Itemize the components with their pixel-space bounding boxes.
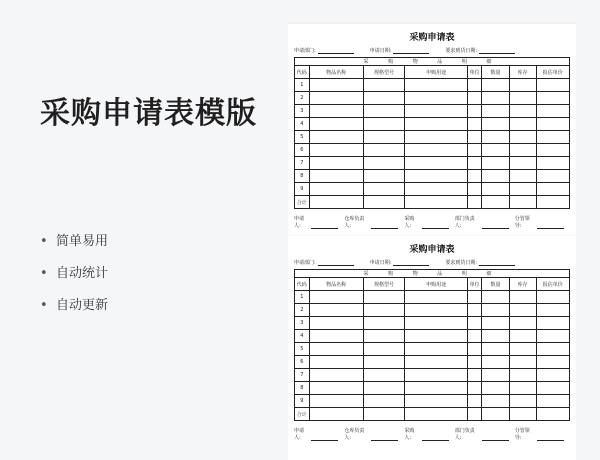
- meta-label: 要求到货日期:: [445, 48, 478, 54]
- table-cell[interactable]: [509, 170, 536, 183]
- table-cell[interactable]: [509, 369, 536, 382]
- signoff-blank-line: [371, 436, 398, 441]
- section-band: 采 购 物 品 明 细: [295, 58, 570, 66]
- table-header-row: [295, 66, 570, 79]
- table-cell[interactable]: [363, 105, 405, 118]
- table-row: [295, 408, 570, 421]
- table-row: [295, 170, 570, 183]
- table-cell[interactable]: [405, 79, 468, 92]
- table-cell[interactable]: [405, 343, 468, 356]
- table-cell[interactable]: [363, 170, 405, 183]
- meta-label: 申请日期:: [369, 260, 392, 266]
- signoff-blank-line: [422, 436, 449, 441]
- column-header: 规格型号: [363, 66, 405, 79]
- table-cell[interactable]: [467, 343, 482, 356]
- table-cell[interactable]: [536, 395, 569, 408]
- table-cell[interactable]: [309, 105, 363, 118]
- table-row: [295, 343, 570, 356]
- column-header: 数量: [482, 278, 509, 291]
- table-cell[interactable]: [536, 330, 569, 343]
- table-cell[interactable]: [482, 183, 509, 196]
- table-row: [295, 79, 570, 92]
- table-cell[interactable]: [467, 395, 482, 408]
- signoff-row: [288, 209, 576, 229]
- table-cell[interactable]: [482, 196, 509, 209]
- table-cell[interactable]: [363, 304, 405, 317]
- table-cell[interactable]: [363, 92, 405, 105]
- table-cell[interactable]: [363, 79, 405, 92]
- row-code: 3: [295, 317, 310, 330]
- signoff-blank-line: [311, 224, 338, 229]
- table-cell[interactable]: [509, 408, 536, 421]
- meta-blank-line: [393, 261, 429, 266]
- signoff-field: [515, 427, 564, 441]
- table-cell[interactable]: [467, 183, 482, 196]
- items-table: [294, 269, 570, 421]
- table-cell[interactable]: [482, 343, 509, 356]
- table-cell[interactable]: [405, 382, 468, 395]
- signoff-field: [294, 427, 338, 441]
- column-header: 物品名称: [309, 66, 363, 79]
- meta-field: [294, 47, 354, 54]
- row-code: 9: [295, 183, 310, 196]
- form-sheet-1: [288, 24, 576, 240]
- form-meta-row: [288, 44, 576, 54]
- meta-blank-line: [318, 261, 354, 266]
- meta-label: 申请部门:: [294, 48, 316, 54]
- meta-blank-line: [318, 49, 354, 54]
- form-sheet-2: [288, 236, 576, 460]
- form-title: 采购申请表: [409, 33, 455, 43]
- signoff-field: [515, 215, 564, 229]
- signoff-field: [455, 215, 509, 229]
- table-cell[interactable]: [363, 382, 405, 395]
- table-cell[interactable]: [482, 382, 509, 395]
- table-cell[interactable]: [405, 105, 468, 118]
- feature-item: [40, 296, 108, 328]
- signoff-field: [294, 215, 338, 229]
- row-code: 合计: [295, 196, 310, 209]
- column-header: 库存: [509, 66, 536, 79]
- table-cell[interactable]: [536, 144, 569, 157]
- table-cell[interactable]: [467, 92, 482, 105]
- table-cell[interactable]: [536, 157, 569, 170]
- table-row: [295, 317, 570, 330]
- table-row: [295, 395, 570, 408]
- table-cell[interactable]: [309, 395, 363, 408]
- table-cell[interactable]: [509, 330, 536, 343]
- table-cell[interactable]: [405, 131, 468, 144]
- table-row: [295, 291, 570, 304]
- bullet-icon: •: [40, 234, 48, 249]
- signoff-field: [455, 427, 509, 441]
- table-row: [295, 356, 570, 369]
- table-cell[interactable]: [309, 131, 363, 144]
- row-code: 合计: [295, 408, 310, 421]
- table-cell[interactable]: [467, 157, 482, 170]
- feature-label: 简单易用: [56, 234, 109, 249]
- table-row: [295, 92, 570, 105]
- items-table: [294, 57, 570, 209]
- table-cell[interactable]: [405, 330, 468, 343]
- signoff-label: 仓库负责人:: [344, 216, 365, 229]
- table-cell[interactable]: [467, 304, 482, 317]
- column-header: 规格型号: [363, 278, 405, 291]
- table-cell[interactable]: [363, 131, 405, 144]
- table-cell[interactable]: [509, 79, 536, 92]
- signoff-field: [344, 215, 398, 229]
- signoff-blank-line: [482, 224, 509, 229]
- table-cell[interactable]: [405, 369, 468, 382]
- table-cell[interactable]: [405, 395, 468, 408]
- table-cell[interactable]: [536, 382, 569, 395]
- table-cell[interactable]: [536, 118, 569, 131]
- meta-blank-line: [393, 49, 429, 54]
- table-cell[interactable]: [467, 79, 482, 92]
- signoff-blank-line: [537, 436, 564, 441]
- meta-blank-line: [479, 49, 515, 54]
- table-cell[interactable]: [536, 92, 569, 105]
- table-cell[interactable]: [536, 105, 569, 118]
- column-header: 库存: [509, 278, 536, 291]
- column-header: 数量: [482, 66, 509, 79]
- table-cell[interactable]: [363, 369, 405, 382]
- table-cell[interactable]: [309, 356, 363, 369]
- table-cell[interactable]: [467, 170, 482, 183]
- table-cell[interactable]: [509, 105, 536, 118]
- table-cell[interactable]: [467, 131, 482, 144]
- signoff-label: 部门负责人:: [454, 428, 475, 441]
- table-row: [295, 382, 570, 395]
- signoff-blank-line: [371, 224, 398, 229]
- table-cell[interactable]: [363, 196, 405, 209]
- row-code: 4: [295, 330, 310, 343]
- row-code: 7: [295, 157, 310, 170]
- table-cell[interactable]: [405, 317, 468, 330]
- table-cell[interactable]: [309, 92, 363, 105]
- signoff-label: 申请人:: [294, 216, 305, 229]
- table-cell[interactable]: [509, 144, 536, 157]
- signoff-field: [404, 215, 448, 229]
- hero-title: 采购申请表模版: [40, 96, 257, 131]
- row-code: 5: [295, 131, 310, 144]
- table-cell[interactable]: [405, 92, 468, 105]
- table-cell[interactable]: [536, 304, 569, 317]
- table-cell[interactable]: [309, 144, 363, 157]
- table-cell[interactable]: [467, 317, 482, 330]
- table-cell[interactable]: [363, 157, 405, 170]
- signoff-field: [404, 427, 448, 441]
- table-cell[interactable]: [482, 144, 509, 157]
- meta-field: [370, 47, 430, 54]
- table-cell[interactable]: [482, 170, 509, 183]
- row-code: 7: [295, 369, 310, 382]
- table-cell[interactable]: [467, 196, 482, 209]
- signoff-row: [288, 421, 576, 441]
- table-cell[interactable]: [405, 183, 468, 196]
- table-row: [295, 369, 570, 382]
- column-header: 物品名称: [309, 278, 363, 291]
- table-header-row: [295, 278, 570, 291]
- table-cell[interactable]: [309, 183, 363, 196]
- table-cell[interactable]: [405, 304, 468, 317]
- form-meta-row: [288, 256, 576, 266]
- table-cell[interactable]: [482, 79, 509, 92]
- table-cell[interactable]: [536, 408, 569, 421]
- table-cell[interactable]: [536, 131, 569, 144]
- signoff-blank-line: [482, 436, 509, 441]
- table-cell[interactable]: [482, 92, 509, 105]
- meta-label: 要求到货日期:: [445, 260, 478, 266]
- signoff-label: 申请人:: [294, 428, 305, 441]
- row-code: 6: [295, 356, 310, 369]
- table-cell[interactable]: [536, 79, 569, 92]
- table-cell[interactable]: [405, 291, 468, 304]
- table-cell[interactable]: [509, 317, 536, 330]
- table-row: [295, 196, 570, 209]
- feature-label: 自动统计: [56, 266, 109, 281]
- table-cell[interactable]: [309, 304, 363, 317]
- table-cell[interactable]: [309, 382, 363, 395]
- table-cell[interactable]: [363, 118, 405, 131]
- table-cell[interactable]: [309, 408, 363, 421]
- table-row: [295, 131, 570, 144]
- column-header: 代码: [295, 66, 310, 79]
- column-header: 申购用途: [405, 278, 468, 291]
- row-code: 1: [295, 79, 310, 92]
- table-cell[interactable]: [309, 343, 363, 356]
- table-cell[interactable]: [509, 131, 536, 144]
- table-cell[interactable]: [509, 304, 536, 317]
- table-cell[interactable]: [467, 330, 482, 343]
- table-cell[interactable]: [482, 118, 509, 131]
- document-preview: [288, 0, 576, 460]
- table-cell[interactable]: [363, 291, 405, 304]
- table-cell[interactable]: [482, 291, 509, 304]
- table-cell[interactable]: [509, 356, 536, 369]
- signoff-label: 分管领导:: [514, 428, 530, 441]
- column-header: 报估单价: [536, 66, 569, 79]
- table-cell[interactable]: [309, 118, 363, 131]
- table-cell[interactable]: [405, 170, 468, 183]
- signoff-blank-line: [422, 224, 449, 229]
- table-cell[interactable]: [405, 144, 468, 157]
- row-code: 5: [295, 343, 310, 356]
- table-cell[interactable]: [405, 196, 468, 209]
- table-cell[interactable]: [363, 144, 405, 157]
- table-row: [295, 157, 570, 170]
- meta-field: [445, 259, 515, 266]
- meta-field: [445, 47, 515, 54]
- column-header: 单位: [467, 66, 482, 79]
- table-cell[interactable]: [309, 79, 363, 92]
- row-code: 2: [295, 304, 310, 317]
- table-row: [295, 144, 570, 157]
- table-cell[interactable]: [309, 317, 363, 330]
- row-code: 6: [295, 144, 310, 157]
- table-cell[interactable]: [363, 343, 405, 356]
- table-cell[interactable]: [405, 356, 468, 369]
- table-cell[interactable]: [536, 317, 569, 330]
- table-cell[interactable]: [363, 330, 405, 343]
- signoff-label: 采购人:: [404, 216, 415, 229]
- signoff-blank-line: [311, 436, 338, 441]
- table-cell[interactable]: [467, 356, 482, 369]
- table-cell[interactable]: [482, 317, 509, 330]
- column-header: 报估单价: [536, 278, 569, 291]
- meta-blank-line: [479, 261, 515, 266]
- feature-list: [40, 232, 108, 328]
- table-cell[interactable]: [405, 118, 468, 131]
- row-code: 9: [295, 395, 310, 408]
- row-code: 4: [295, 118, 310, 131]
- table-cell[interactable]: [536, 183, 569, 196]
- table-cell[interactable]: [482, 304, 509, 317]
- signoff-label: 部门负责人:: [454, 216, 475, 229]
- table-cell[interactable]: [509, 157, 536, 170]
- table-cell[interactable]: [363, 356, 405, 369]
- table-cell[interactable]: [509, 382, 536, 395]
- table-cell[interactable]: [467, 369, 482, 382]
- signoff-field: [344, 427, 398, 441]
- table-cell[interactable]: [363, 395, 405, 408]
- table-cell[interactable]: [536, 291, 569, 304]
- table-cell[interactable]: [467, 144, 482, 157]
- table-cell[interactable]: [482, 157, 509, 170]
- column-header: 单位: [467, 278, 482, 291]
- table-cell[interactable]: [536, 170, 569, 183]
- table-cell[interactable]: [509, 183, 536, 196]
- feature-item: [40, 264, 108, 296]
- table-cell[interactable]: [309, 157, 363, 170]
- signoff-label: 分管领导:: [514, 216, 530, 229]
- table-cell[interactable]: [309, 196, 363, 209]
- table-row: [295, 183, 570, 196]
- feature-item: [40, 232, 108, 264]
- table-cell[interactable]: [467, 105, 482, 118]
- meta-field: [370, 259, 430, 266]
- table-cell[interactable]: [363, 408, 405, 421]
- bullet-icon: •: [40, 298, 48, 313]
- row-code: 2: [295, 92, 310, 105]
- table-cell[interactable]: [405, 408, 468, 421]
- table-cell[interactable]: [309, 170, 363, 183]
- bullet-icon: •: [40, 266, 48, 281]
- table-cell[interactable]: [509, 118, 536, 131]
- column-header: 代码: [295, 278, 310, 291]
- table-cell[interactable]: [482, 395, 509, 408]
- table-cell[interactable]: [536, 343, 569, 356]
- meta-field: [294, 259, 354, 266]
- table-cell[interactable]: [482, 369, 509, 382]
- row-code: 8: [295, 382, 310, 395]
- signoff-blank-line: [537, 224, 564, 229]
- table-cell[interactable]: [309, 369, 363, 382]
- row-code: 3: [295, 105, 310, 118]
- table-cell[interactable]: [467, 382, 482, 395]
- table-row: [295, 304, 570, 317]
- signoff-label: 仓库负责人:: [344, 428, 365, 441]
- table-cell[interactable]: [482, 105, 509, 118]
- table-cell[interactable]: [467, 408, 482, 421]
- table-cell[interactable]: [536, 356, 569, 369]
- table-cell[interactable]: [509, 92, 536, 105]
- table-cell[interactable]: [482, 131, 509, 144]
- table-row: [295, 105, 570, 118]
- table-cell[interactable]: [509, 196, 536, 209]
- table-row: [295, 118, 570, 131]
- table-cell[interactable]: [309, 291, 363, 304]
- table-cell[interactable]: [467, 118, 482, 131]
- section-band: 采 购 物 品 明 细: [295, 270, 570, 278]
- table-row: [295, 330, 570, 343]
- row-code: 1: [295, 291, 310, 304]
- table-cell[interactable]: [363, 183, 405, 196]
- table-cell[interactable]: [509, 395, 536, 408]
- meta-label: 申请部门:: [294, 260, 316, 266]
- table-cell[interactable]: [509, 343, 536, 356]
- table-cell[interactable]: [309, 330, 363, 343]
- table-cell[interactable]: [482, 330, 509, 343]
- table-cell[interactable]: [482, 356, 509, 369]
- table-cell[interactable]: [536, 196, 569, 209]
- table-cell[interactable]: [536, 369, 569, 382]
- table-cell[interactable]: [405, 157, 468, 170]
- table-cell[interactable]: [509, 291, 536, 304]
- column-header: 申购用途: [405, 66, 468, 79]
- row-code: 8: [295, 170, 310, 183]
- table-cell[interactable]: [482, 408, 509, 421]
- feature-label: 自动更新: [56, 298, 109, 313]
- table-cell[interactable]: [363, 317, 405, 330]
- meta-label: 申请日期:: [369, 48, 392, 54]
- form-title: 采购申请表: [409, 245, 455, 255]
- signoff-label: 采购人:: [404, 428, 415, 441]
- table-cell[interactable]: [467, 291, 482, 304]
